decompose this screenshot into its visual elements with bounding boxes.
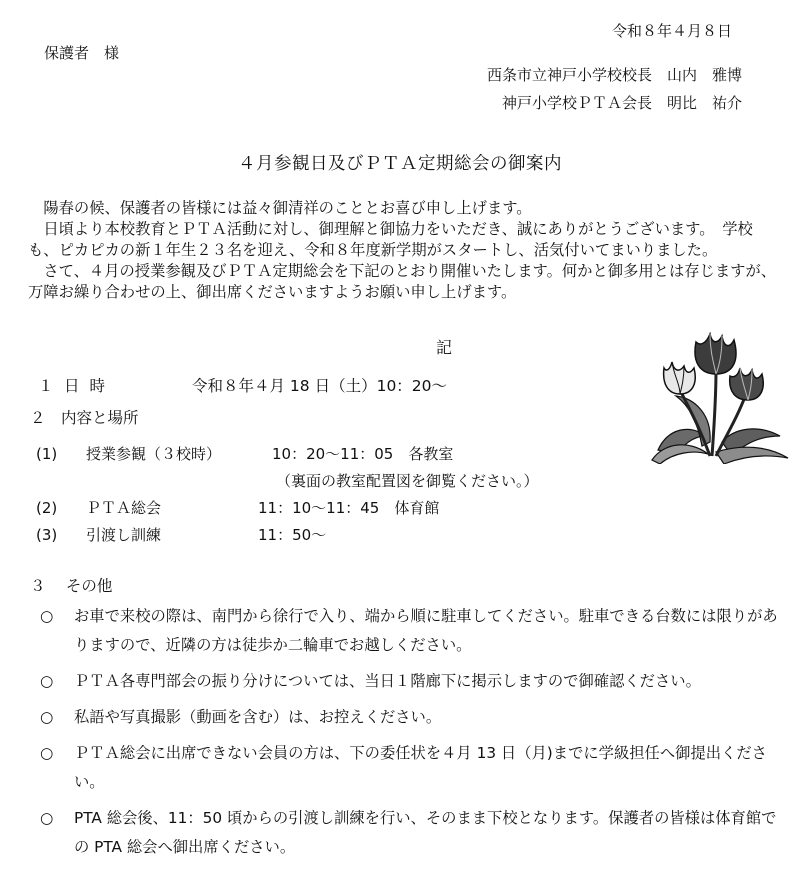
item-other: ３ その他 (30, 577, 113, 595)
thanks-paragraph: 日頃より本校教育とＰＴＡ活動に対し、御理解と御協力をいただき、誠にありがとうございます。 学校も、ピカピカの新１年生２３名を迎え、令和８年度新学期がスタートし、活気付いてまいりました。 (28, 220, 753, 259)
classroom-map-note: （裏面の教室配置図を御覧ください。） (276, 472, 539, 490)
tulip-illustration-icon (650, 332, 790, 464)
schedule-handover-drill: (3) 引渡し訓練 11：50～ (36, 526, 327, 544)
item-label: 日時 (64, 377, 116, 395)
sender-pta-president: 神戸小学校ＰＴＡ会長 明比 祐介 (501, 94, 742, 112)
notes-list (40, 602, 780, 869)
note-parking: ○ お車で来校の際は、南門から徐行で入り、端から順に駐車してください。駐車できる台数には限りがありますので、近隣の方は徒歩か二輪車でお越しください。 (40, 607, 778, 654)
note-handover: ○ PTA 総会後、11：50 頃からの引渡し訓練を行い、そのまま下校となります。保護者の皆様は体育館での PTA 総会へ御出席ください。 (40, 809, 777, 856)
item-date-time (38, 374, 447, 396)
document-date: 令和８年４月８日 (612, 22, 733, 40)
ki-heading: 記 (436, 338, 453, 357)
letter-body (28, 198, 778, 303)
item-content-place: ２ 内容と場所 (30, 409, 139, 427)
invitation-paragraph: さて、４月の授業参観及びＰＴＡ定期総会を下記のとおり開催いたします。何かと御多用とは存じますが、万障お繰り合わせの上、御出席くださいますようお願い申し上げます。 (28, 262, 777, 301)
document-title: ４月参観日及びＰＴＡ定期総会の御案内 (238, 154, 562, 174)
note-proxy: ○ ＰＴＡ総会に出席できない会員の方は、下の委任状を４月 13 日（月)までに学級担任へ御提出ください。 (40, 744, 767, 791)
item-number: １ (38, 377, 54, 395)
schedule-pta-meeting: (2) ＰＴＡ総会 11：10～11：45 体育館 (36, 499, 440, 517)
event-datetime: 令和８年４月 18 日（土）10：20～ (192, 377, 448, 395)
greeting-paragraph: 陽春の候、保護者の皆様には益々御清祥のこととお喜び申し上げます。 (43, 199, 532, 217)
schedule-class-observation: (1) 授業参観（３校時） 10：20～11：05 各教室 (36, 445, 454, 463)
sender-principal: 西条市立神戸小学校校長 山内 雅博 (486, 66, 742, 84)
addressee: 保護者 様 (44, 44, 120, 62)
note-committee: ○ ＰＴＡ各専門部会の振り分けについては、当日１階廊下に掲示しますので御確認ください。 (40, 672, 701, 690)
note-photography: ○ 私語や写真撮影（動画を含む）は、お控えください。 (40, 708, 442, 726)
